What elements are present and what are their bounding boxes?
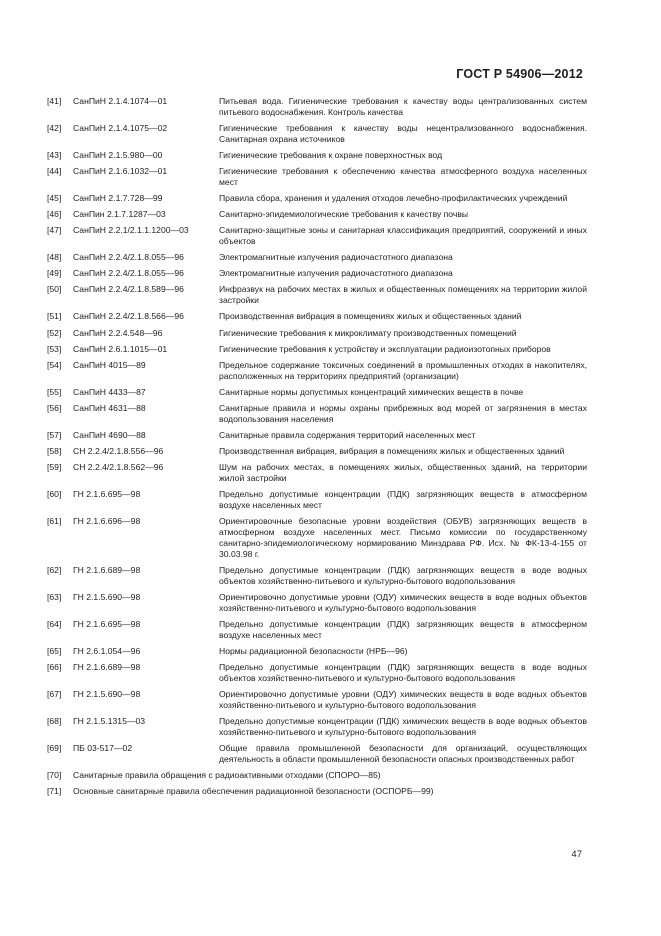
reference-number: [71] bbox=[47, 786, 62, 797]
reference-title: Основные санитарные правила обеспечения радиационной безопасности (ОСПОРБ—99) bbox=[73, 786, 434, 797]
reference-title: Ориентировочно допустимые уровни (ОДУ) химических веществ в воде водных объектов хозяйственно-питьевого и культурно-бытового водопользования bbox=[219, 591, 587, 613]
reference-item bbox=[47, 489, 587, 511]
reference-title: Санитарно-эпидемиологические требования к качеству почвы bbox=[219, 209, 469, 220]
reference-code: СанПиН 2.2.4/2.1.8.055—96 bbox=[73, 268, 184, 279]
reference-item bbox=[47, 565, 587, 587]
reference-code: СанПиН 4433—87 bbox=[73, 386, 146, 397]
reference-item bbox=[47, 209, 587, 220]
reference-item bbox=[47, 387, 587, 398]
reference-title: Производственная вибрация, вибрация в помещениях жилых и общественных зданий bbox=[219, 445, 565, 456]
reference-item bbox=[47, 268, 587, 279]
reference-code: СН 2.2.4/2.1.8.556—96 bbox=[73, 445, 164, 456]
reference-code: СанПиН 4690—88 bbox=[73, 429, 146, 440]
reference-title: Санитарные нормы допустимых концентраций химических веществ в почве bbox=[219, 386, 524, 397]
reference-code: СанПиН 2.1.7.728—99 bbox=[73, 193, 163, 204]
reference-code: СанПиН 2.2.1/2.1.1.1200—03 bbox=[73, 225, 189, 236]
reference-item bbox=[47, 689, 587, 711]
reference-number: [69] bbox=[47, 742, 62, 753]
reference-item bbox=[47, 123, 587, 145]
reference-item bbox=[47, 193, 587, 204]
reference-item bbox=[47, 166, 587, 188]
reference-item bbox=[47, 328, 587, 339]
reference-title: Предельно допустимые концентрации (ПДК) загрязняющих веществ в воде водных объектов хозяйственно-питьевого и культурно-бытового водопользования bbox=[219, 661, 587, 683]
reference-item bbox=[47, 225, 587, 247]
reference-code: СанПиН 2.2.4.548—96 bbox=[73, 327, 163, 338]
reference-number: [58] bbox=[47, 445, 62, 456]
reference-code: ГН 2.1.6.689—98 bbox=[73, 564, 141, 575]
reference-code: СанПиН 2.2.4/2.1.8.055—96 bbox=[73, 252, 184, 263]
reference-title: Гигиенические требования к охране поверхностных вод bbox=[219, 150, 443, 160]
reference-title: Инфразвук на рабочих местах в жилых и общественных помещениях на территории жилой застройки bbox=[219, 284, 587, 306]
reference-code: СанПиН 2.1.4.1075—02 bbox=[73, 123, 168, 133]
reference-code: СанПиН 2.1.4.1074—01 bbox=[73, 96, 168, 106]
document-header: ГОСТ Р 54906—2012 bbox=[456, 67, 583, 81]
reference-number: [61] bbox=[47, 516, 62, 527]
reference-code: СанПин 2.1.7.1287—03 bbox=[73, 209, 166, 220]
reference-item bbox=[47, 344, 587, 355]
reference-number: [53] bbox=[47, 343, 62, 354]
reference-number: [57] bbox=[47, 429, 62, 440]
reference-number: [45] bbox=[47, 193, 62, 204]
reference-item bbox=[47, 311, 587, 322]
reference-code: ГН 2.1.5.690—98 bbox=[73, 591, 141, 602]
reference-list bbox=[47, 96, 587, 802]
reference-code: СанПиН 2.2.4/2.1.8.566—96 bbox=[73, 311, 184, 322]
reference-number: [52] bbox=[47, 327, 62, 338]
reference-code: СанПиН 2.1.6.1032—01 bbox=[73, 166, 168, 177]
reference-number: [68] bbox=[47, 715, 62, 726]
reference-number: [66] bbox=[47, 661, 62, 672]
reference-code: СанПиН 2.1.5.980—00 bbox=[73, 150, 163, 160]
reference-code: СанПиН 4631—88 bbox=[73, 402, 146, 413]
reference-title: Предельно допустимые концентрации (ПДК) загрязняющих веществ в воде водных объектов хозяйственно-питьевого и культурно-бытового водопользования bbox=[219, 564, 587, 586]
reference-code: СанПиН 2.6.1.1015—01 bbox=[73, 343, 168, 354]
reference-item bbox=[47, 446, 587, 457]
reference-number: [41] bbox=[47, 96, 62, 106]
reference-number: [49] bbox=[47, 268, 62, 279]
reference-item bbox=[47, 646, 587, 657]
reference-number: [43] bbox=[47, 150, 62, 160]
reference-number: [70] bbox=[47, 769, 62, 780]
reference-number: [60] bbox=[47, 489, 62, 500]
reference-code: ПБ 03-517—02 bbox=[73, 742, 133, 753]
reference-title: Гигиенические требования к устройству и эксплуатации радиоизотопных приборов bbox=[219, 343, 551, 354]
reference-item bbox=[47, 619, 587, 641]
reference-number: [62] bbox=[47, 564, 62, 575]
reference-title: Правила сбора, хранения и удаления отходов лечебно-профилактических учреждений bbox=[219, 193, 568, 204]
reference-item bbox=[47, 403, 587, 425]
reference-item bbox=[47, 516, 587, 560]
reference-code: СанПиН 2.2.4/2.1.8.589—96 bbox=[73, 284, 184, 295]
reference-number: [55] bbox=[47, 386, 62, 397]
reference-code: ГН 2.1.6.689—98 bbox=[73, 661, 141, 672]
reference-item bbox=[47, 592, 587, 614]
reference-title: Предельно допустимые концентрации (ПДК) химических веществ в воде водных объектов хозяйственно-питьевого и культурно-бытового водопользования bbox=[219, 715, 587, 737]
reference-title: Предельно допустимые концентрации (ПДК) загрязняющих веществ в атмосферном воздухе населенных мест bbox=[219, 618, 587, 640]
reference-number: [56] bbox=[47, 402, 62, 413]
reference-number: [44] bbox=[47, 166, 62, 177]
reference-title: Санитарные правила обращения с радиоактивными отходами (СПОРО—85) bbox=[73, 769, 381, 780]
reference-item bbox=[47, 284, 587, 306]
reference-title: Предельно допустимые концентрации (ПДК) загрязняющих веществ в атмосферном воздухе населенных мест bbox=[219, 489, 587, 510]
reference-item bbox=[47, 96, 587, 118]
reference-number: [54] bbox=[47, 359, 62, 370]
reference-item bbox=[47, 252, 587, 263]
reference-title: Электромагнитные излучения радиочастотного диапазона bbox=[219, 268, 453, 279]
reference-code: СанПиН 4015—89 bbox=[73, 359, 146, 370]
reference-title: Нормы радиационной безопасности (НРБ—96) bbox=[219, 645, 408, 656]
reference-number: [67] bbox=[47, 688, 62, 699]
reference-item bbox=[47, 360, 587, 382]
reference-code: ГН 2.1.5.1315—03 bbox=[73, 715, 146, 726]
reference-title: Электромагнитные излучения радиочастотного диапазона bbox=[219, 252, 453, 263]
reference-number: [46] bbox=[47, 209, 62, 220]
reference-item bbox=[47, 770, 587, 781]
reference-title: Санитарные правила содержания территорий населенных мест bbox=[219, 429, 476, 440]
reference-code: СН 2.2.4/2.1.8.562—96 bbox=[73, 462, 164, 473]
reference-item bbox=[47, 716, 587, 738]
reference-title: Ориентировочные безопасные уровни воздействия (ОБУВ) загрязняющих веществ в атмосферном воздухе населенных мест. Письмо комиссии по государственному санитарно-эпидемиологическому нормированию Минздрава РФ. Исх. № ФК-13-4-155 от 30.03.98 г. bbox=[219, 516, 587, 559]
reference-item bbox=[47, 462, 587, 484]
reference-number: [47] bbox=[47, 225, 62, 236]
reference-title: Шум на рабочих местах, в помещениях жилых, общественных зданий, на территории жилой застройки bbox=[219, 462, 587, 483]
reference-number: [50] bbox=[47, 284, 62, 295]
reference-title: Производственная вибрация в помещениях жилых и общественных зданий bbox=[219, 311, 522, 322]
reference-title: Гигиенические требования к обеспечению качества атмосферного воздуха населенных мест bbox=[219, 166, 587, 187]
reference-title: Предельное содержание токсичных соединений в промышленных отходах в накопителях, расположенных на территориях предприятий (организации) bbox=[219, 359, 587, 381]
reference-title: Общие правила промышленной безопасности для организаций, осуществляющих деятельность в области промышленной безопасности опасных производственных работ bbox=[219, 742, 587, 764]
reference-code: ГН 2.1.6.696—98 bbox=[73, 516, 141, 527]
page-number: 47 bbox=[571, 849, 582, 860]
reference-number: [42] bbox=[47, 123, 62, 133]
reference-number: [59] bbox=[47, 462, 62, 473]
reference-code: ГН 2.6.1.054—96 bbox=[73, 645, 141, 656]
reference-item bbox=[47, 662, 587, 684]
reference-number: [51] bbox=[47, 311, 62, 322]
reference-number: [48] bbox=[47, 252, 62, 263]
reference-title: Санитарно-защитные зоны и санитарная классификация предприятий, сооружений и иных объектов bbox=[219, 225, 587, 247]
reference-number: [63] bbox=[47, 591, 62, 602]
reference-title: Ориентировочно допустимые уровни (ОДУ) химических веществ в воде водных объектов хозяйственно-питьевого и культурно-бытового водопользования bbox=[219, 688, 587, 710]
reference-item bbox=[47, 743, 587, 765]
reference-title: Санитарные правила и нормы охраны прибрежных вод морей от загрязнения в местах водопользования населения bbox=[219, 402, 587, 424]
reference-title: Гигиенические требования к качеству воды нецентрализованного водоснабжения. Санитарная охрана источников bbox=[219, 123, 587, 144]
reference-number: [65] bbox=[47, 645, 62, 656]
reference-item bbox=[47, 430, 587, 441]
reference-code: ГН 2.1.6.695—98 bbox=[73, 618, 141, 629]
reference-code: ГН 2.1.5.690—98 bbox=[73, 688, 141, 699]
reference-title: Питьевая вода. Гигиенические требования к качеству воды централизованных систем питьевого водоснабжения. Контроль качества bbox=[219, 96, 587, 117]
reference-item bbox=[47, 786, 587, 797]
reference-item bbox=[47, 150, 587, 161]
reference-code: ГН 2.1.6.695—98 bbox=[73, 489, 141, 500]
reference-title: Гигиенические требования к микроклимату производственных помещений bbox=[219, 327, 517, 338]
reference-number: [64] bbox=[47, 618, 62, 629]
